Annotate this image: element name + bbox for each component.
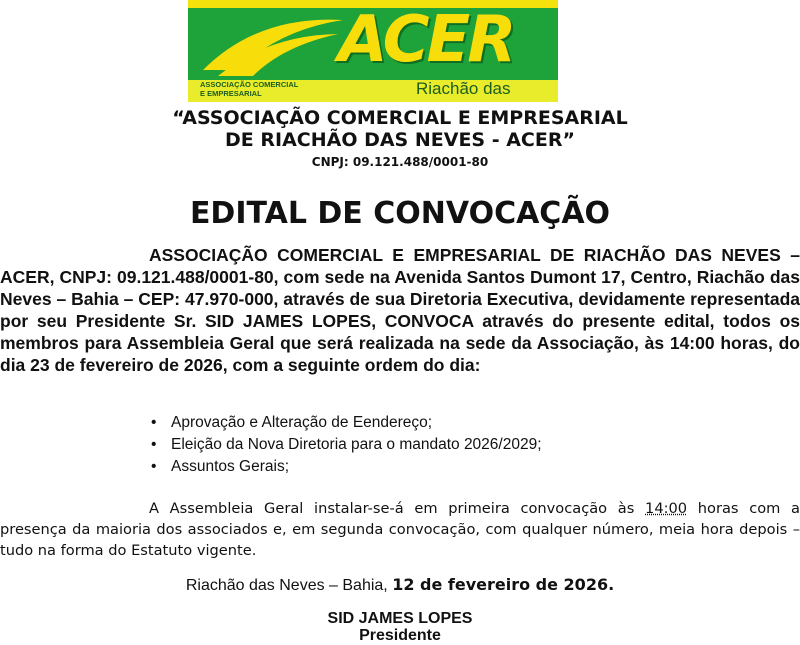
header-line1: “ASSOCIAÇÃO COMERCIAL E EMPRESARIAL	[172, 107, 628, 129]
agenda-item	[149, 434, 542, 456]
acer-logo	[188, 0, 558, 102]
installation-text-start: A Assembleia Geral instalar-se-á em primeira convocação às	[149, 500, 646, 517]
document-title: EDITAL DE CONVOCAÇÃO	[189, 196, 611, 231]
date-text: 12 de fevereiro de 2026.	[392, 575, 615, 594]
header-line2: DE RIACHÃO DAS NEVES - ACER”	[225, 129, 575, 151]
logo-association-text	[200, 80, 298, 98]
logo-wordmark: ACER	[338, 3, 514, 77]
convocation-text: ASSOCIAÇÃO COMERCIAL E EMPRESARIAL DE RIACHÃO DAS NEVES – ACER, CNPJ: 09.121.488/0001-80, com sede na Avenida Santos Dumont 17, Centro, Riachão das Neves – Bahia – CEP: 47.970-000, através de sua Diretoria Executiva, devidamente representada por seu Presidente Sr. SID JAMES LOPES, CONVOCA através do presente edital, todos os membros para Assembleia Geral que será realizada na sede da Associação, às 14:00 horas, do dia 23 de fevereiro de 2026, com a seguinte ordem do dia:	[0, 245, 800, 375]
agenda-item-text: Aprovação e Alteração de Eendereço;	[171, 414, 433, 431]
agenda-item-text: Assuntos Gerais;	[171, 458, 290, 475]
place-text: Riachão das Neves – Bahia,	[185, 577, 393, 594]
logo-city: Riachão das	[416, 79, 511, 98]
installation-paragraph	[0, 498, 800, 561]
agenda-item-text: Eleição da Nova Diretoria para o mandato 2026/2029;	[171, 436, 542, 453]
logo-swoosh-icon	[198, 10, 348, 80]
bullet-icon: •	[151, 414, 157, 431]
logo-assoc-line1: ASSOCIAÇÃO COMERCIAL	[200, 80, 299, 89]
logo-assoc-line2: E EMPRESARIAL	[200, 89, 262, 98]
installation-text-end: horas com a presença da maioria dos associados e, em segunda convocação, com qualquer número, meia hora depois – tudo na forma do Estatuto vigente.	[0, 500, 800, 559]
agenda-item	[149, 456, 542, 478]
bullet-icon: •	[151, 436, 157, 453]
signer-role: Presidente	[359, 627, 441, 644]
convocation-paragraph	[0, 244, 800, 376]
installation-time: 14:00	[645, 500, 688, 517]
agenda-item	[149, 412, 542, 434]
bullet-icon: •	[151, 458, 157, 475]
place-date-line	[0, 575, 800, 596]
agenda-list	[149, 412, 542, 478]
signer-name: SID JAMES LOPES	[327, 610, 473, 627]
header-cnpj: CNPJ: 09.121.488/0001-80	[311, 155, 489, 169]
